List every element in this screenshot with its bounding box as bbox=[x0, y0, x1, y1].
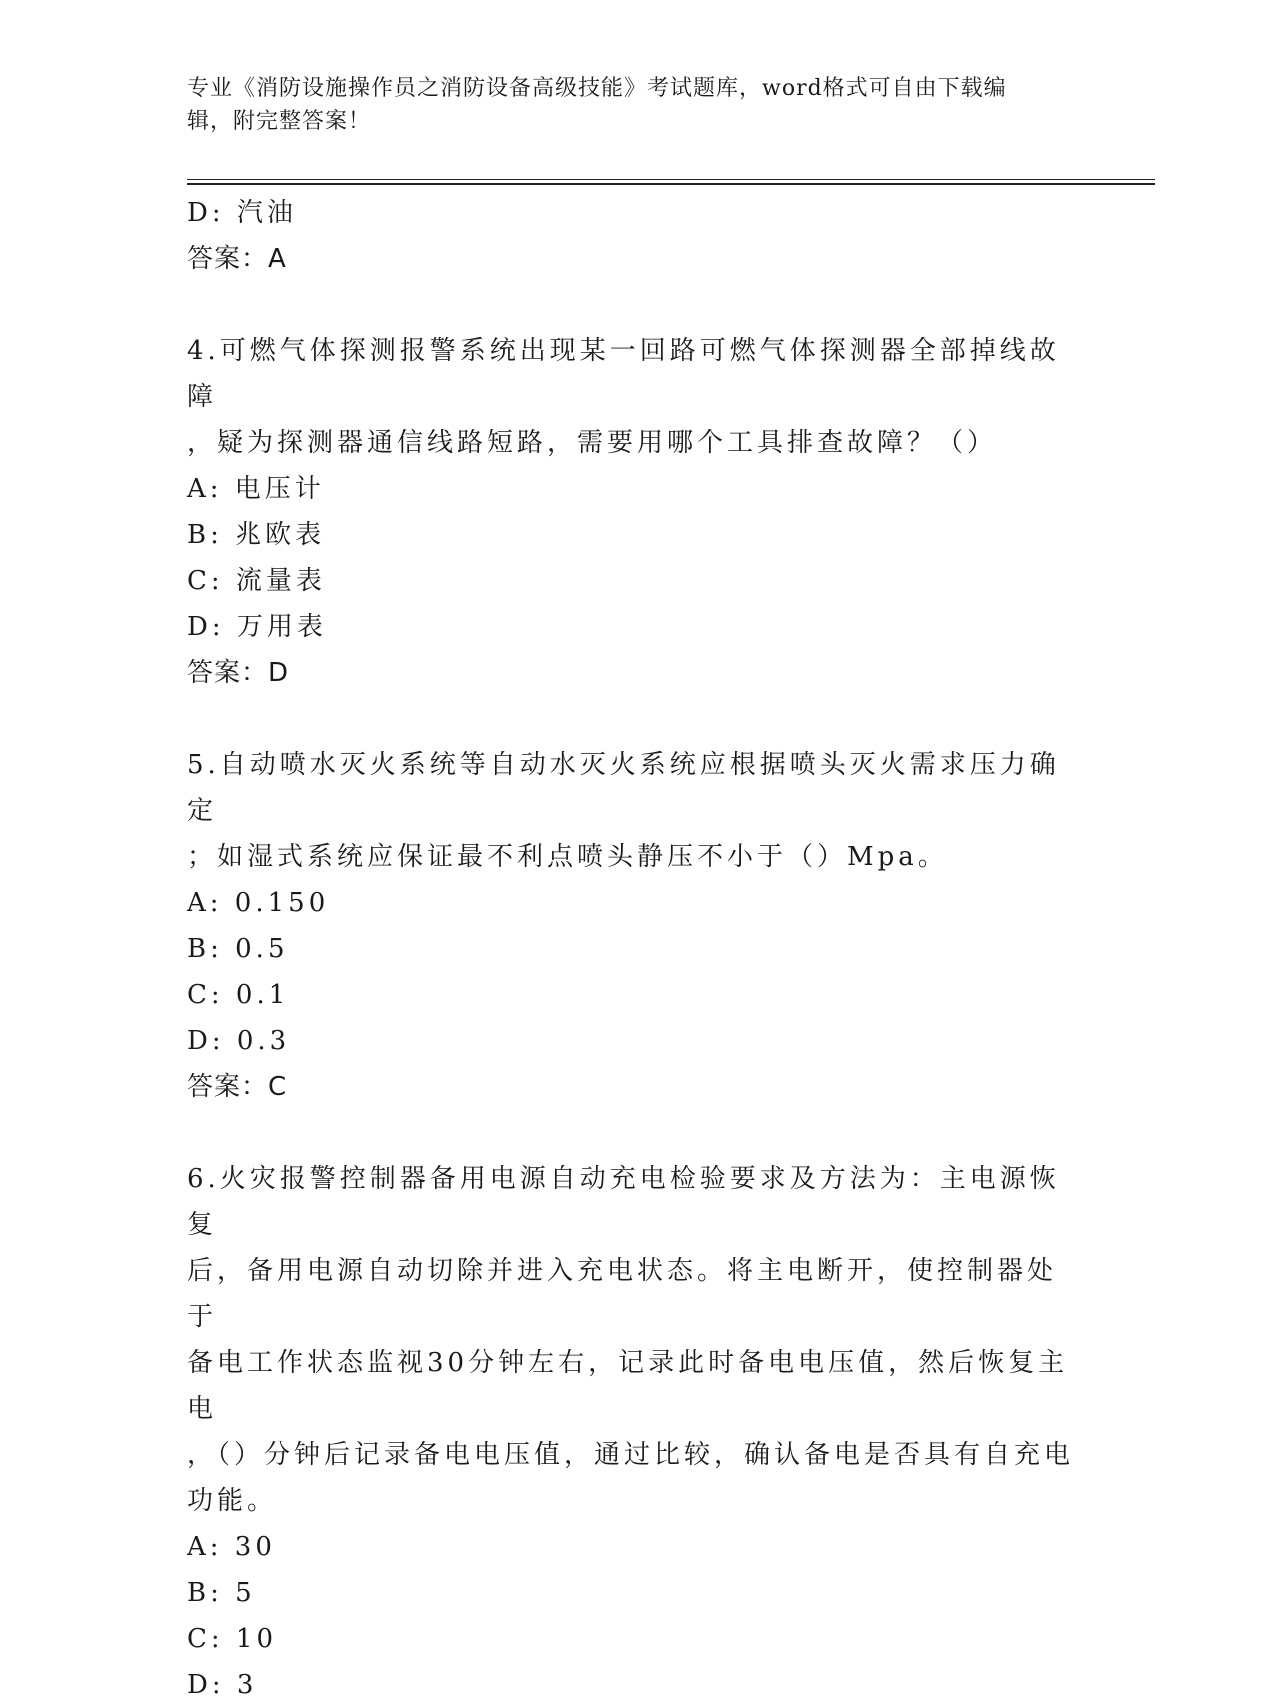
q5-stem-line-1: 5.自动喷水灭火系统等自动水灭火系统应根据喷头灭火需求压力确定 bbox=[187, 750, 1060, 826]
question-5 bbox=[187, 742, 1077, 1110]
q6-option-b: B: 5 bbox=[187, 1578, 256, 1608]
header-divider-thick bbox=[187, 183, 1155, 185]
q6-stem-line-1: 6.火灾报警控制器备用电源自动充电检验要求及方法为：主电源恢复 bbox=[187, 1164, 1060, 1240]
q5-option-b: B: 0.5 bbox=[187, 934, 289, 964]
header-line-2: 辑，附完整答案！ bbox=[187, 109, 372, 134]
q5-option-c: C: 0.1 bbox=[187, 980, 290, 1010]
document-header bbox=[187, 72, 1067, 138]
q5-option-a: A: 0.150 bbox=[187, 888, 330, 918]
header-line-1: 专业《消防设施操作员之消防设备高级技能》考试题库，word格式可自由下载编 bbox=[187, 76, 1007, 101]
spacer bbox=[187, 1110, 1077, 1156]
question-4 bbox=[187, 328, 1077, 696]
q6-option-c: C: 10 bbox=[187, 1624, 278, 1654]
q5-option-d: D: 0.3 bbox=[187, 1026, 291, 1056]
spacer bbox=[187, 282, 1077, 328]
q4-option-b: B: 兆欧表 bbox=[187, 520, 326, 550]
q3-answer: 答案：A bbox=[187, 244, 287, 274]
q3-option-d: D: 汽油 bbox=[187, 198, 297, 228]
q4-option-c: C: 流量表 bbox=[187, 566, 326, 596]
q6-stem-line-5: 功能。 bbox=[187, 1486, 278, 1516]
q4-option-a: A: 电压计 bbox=[187, 474, 325, 504]
q6-stem-line-2: 后，备用电源自动切除并进入充电状态。将主电断开，使控制器处于 bbox=[187, 1256, 1058, 1332]
question-6 bbox=[187, 1156, 1077, 1708]
q5-answer: 答案：C bbox=[187, 1072, 288, 1102]
q4-stem-line-2: ，疑为探测器通信线路短路，需要用哪个工具排查故障？（） bbox=[187, 428, 998, 458]
q6-option-a: A: 30 bbox=[187, 1532, 276, 1562]
spacer bbox=[187, 696, 1077, 742]
q4-answer: 答案：D bbox=[187, 658, 290, 688]
q4-option-d: D: 万用表 bbox=[187, 612, 327, 642]
q4-stem-line-1: 4.可燃气体探测报警系统出现某一回路可燃气体探测器全部掉线故障 bbox=[187, 336, 1060, 412]
q6-stem-line-3: 备电工作状态监视30分钟左右，记录此时备电电压值，然后恢复主电 bbox=[187, 1348, 1069, 1424]
q6-option-d: D: 3 bbox=[187, 1670, 258, 1700]
q5-stem-line-2: ；如湿式系统应保证最不利点喷头静压不小于（）Mpa。 bbox=[187, 842, 948, 872]
question-list bbox=[187, 190, 1077, 1708]
q6-stem-line-4: ，（）分钟后记录备电电压值，通过比较，确认备电是否具有自充电 bbox=[187, 1440, 1075, 1470]
header-divider-thin bbox=[187, 179, 1155, 180]
